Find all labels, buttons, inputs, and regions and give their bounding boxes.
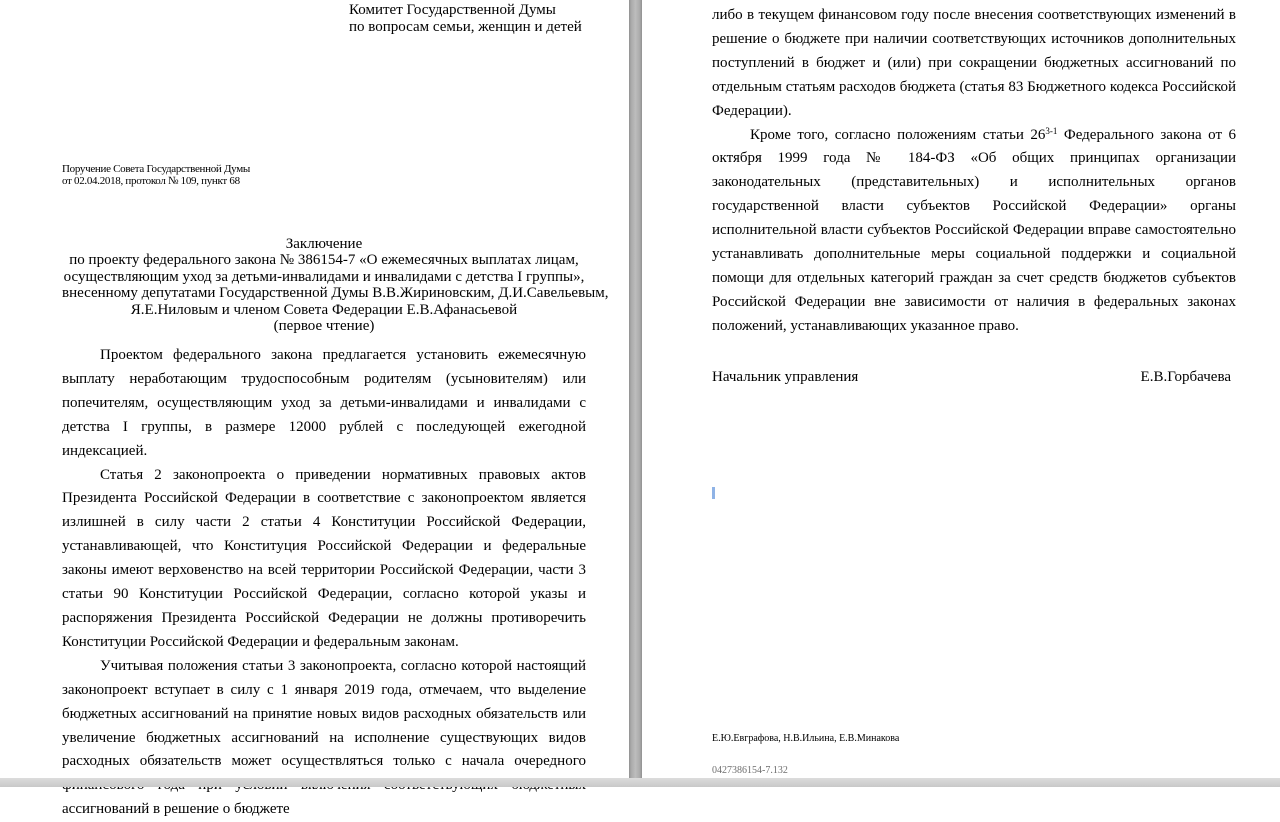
instruction-line-2: от 02.04.2018, протокол № 109, пункт 68 [62,175,240,187]
title-line-6: (первое чтение) [273,318,375,335]
paragraph-2: Статья 2 законопроекта о приведении нормативных правовых актов Президента Российской Федерации в соответствие с законопроектом является излишней в силу части 2 статьи 4 Конституции Российской Федерации, устанавливающей, что Конституция Российской Федерации и федеральные законы имеют верховенство на всей территории Российской Федерации, части 3 статьи 90 Конституции Российской Федерации, согласно которой указы и распоряжения Президента Российской Федерации не должны противоречить Конституции Российской Федерации и федеральным законам. [62,466,586,650]
right-body-text[interactable] [712,4,1236,339]
paragraph-4 [712,124,1236,339]
committee-header [349,2,582,36]
title-line-5: Я.Е.Ниловым и членом Совета Федерации Е.В.Афанасьевой [130,301,518,318]
title-line-3: осуществляющим уход за детьми-инвалидами и инвалидами с детства I группы», [63,268,585,285]
committee-line-1: Комитет Государственной Думы [349,2,556,18]
text-cursor [712,487,715,499]
left-body-text[interactable] [62,344,586,822]
title-line-2: по проекту федерального закона № 386154-7 «О ежемесячных выплатах лицам, [69,252,579,269]
paragraph-3: Учитывая положения статьи 3 законопроекта, согласно которой настоящий законопроект вступает в силу с 1 января 2019 года, отмечаем, что выделение бюджетных ассигнований на принятие новых видов расходных обязательств или увеличение бюджетных ассигнований на исполнение существующих видов расходных обязательств может осуществляться только с начала очередного ассигнований в решение о бюджете [62,657,586,818]
paragraph-4-start: Кроме того, согласно положениям статьи 26 [750,126,1046,143]
document-id: 0427386154-7.132 [712,765,788,776]
signature-name: Е.В.Горбачева [1140,369,1231,385]
document-page-left [0,0,629,818]
conclusion-title [62,236,609,335]
horizontal-scrollbar[interactable] [0,778,1280,787]
title-line-4: внесенному депутатами Государственной Думы В.В.Жириновским, Д.И.Савельевым, [62,285,609,302]
paragraph-continuation: либо в текущем финансовом году после внесения соответствующих изменений в решение о бюджете при наличии соответствующих источников дополнительных поступлений в бюджет и (или) при сокращении бюджетных ассигнований по отдельным статьям расходов бюджета (статья 83 Бюджетного кодекса Российской Федерации). [712,7,1236,119]
paragraph-4-rest: Федерального закона от 6 октября 1999 года № 184-ФЗ «Об общих принципах организации законодательных (представительных) и исполнительных органов государственной власти субъектов Российской Федерации» органы исполнительной власти субъектов Российской Федерации вправе самостоятельно устанавливать дополнительные меры социальной поддержки и социальной помощи для отдельных категорий граждан за счет средств бюджетов субъектов Российской Федерации вне зависимости от наличия в федеральных законах положений, устанавливающих указанное право. [712,126,1236,334]
article-superscript: 3-1 [1045,125,1058,136]
committee-line-2: по вопросам семьи, женщин и детей [349,19,582,35]
executors-line: Е.Ю.Евграфова, Н.В.Ильина, Е.В.Минакова [712,733,900,744]
signature-role: Начальник управления [712,369,859,385]
paragraph-1: Проектом федерального закона предлагается установить ежемесячную выплату неработающим трудоспособным родителям (усыновителям) или попечителям, осуществляющим уход за детьми-инвалидами и инвалидами с детства I группы, в размере 12000 рублей с последующей ежегодной индексацией. [62,347,586,459]
instruction-line-1: Поручение Совета Государственной Думы [62,163,250,175]
title-line-1: Заключение [285,236,363,252]
page-gutter [629,0,642,787]
council-instruction [62,163,250,187]
